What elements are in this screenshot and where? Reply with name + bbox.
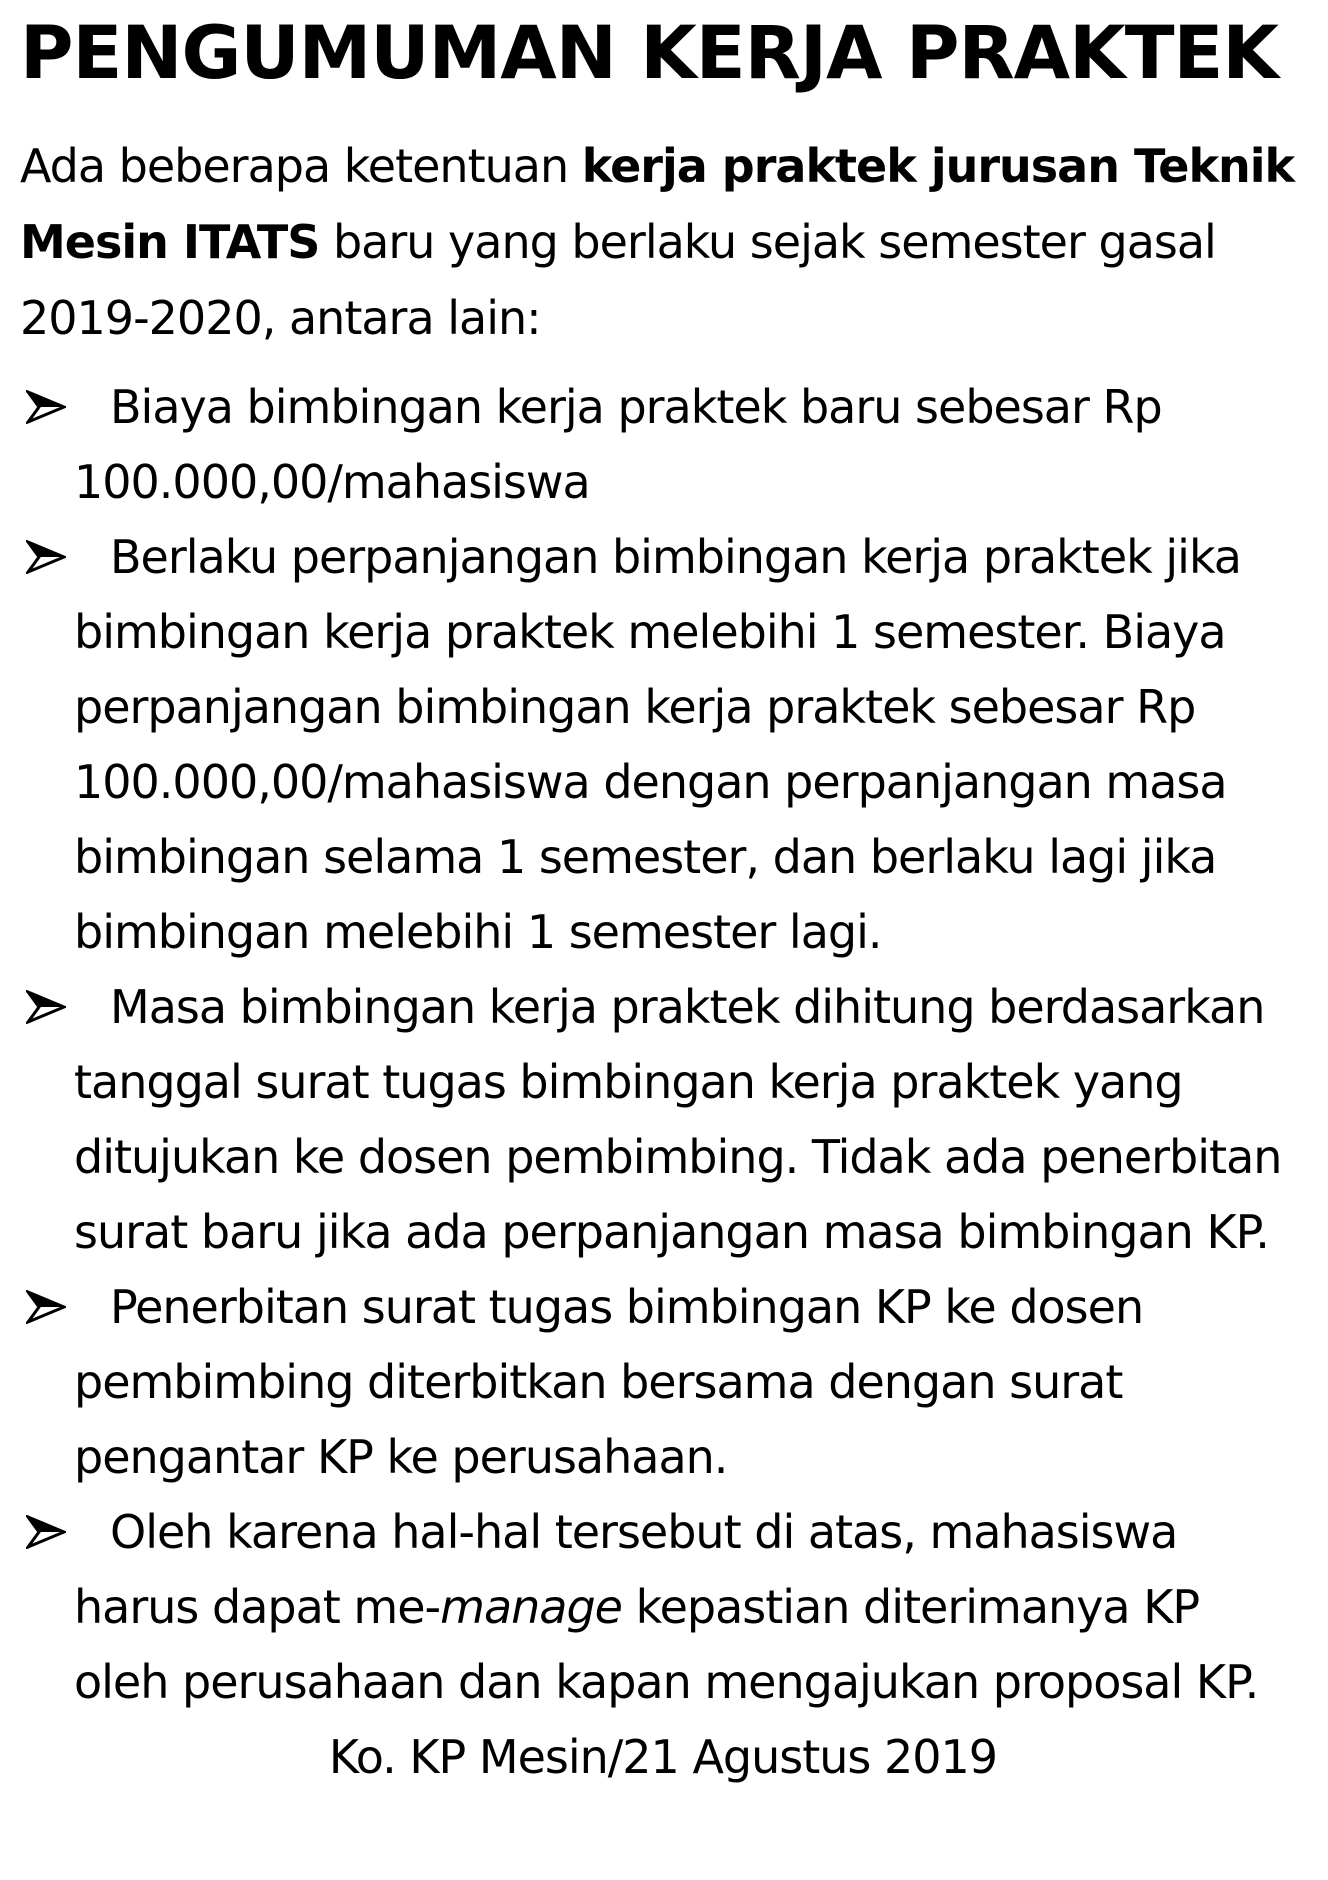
list-item-text: Masa bimbingan kerja praktek dihitung berdasarkan tanggal surat tugas bimbingan kerja praktek yang ditujukan ke dosen pembimbing. Tidak ada penerbitan surat baru jika ada perpanjangan masa bimbingan KP. <box>74 980 1282 1259</box>
announcement-title: PENGUMUMAN KERJA PRAKTEK <box>20 11 1278 96</box>
arrowhead-icon <box>26 1515 66 1549</box>
arrowhead-icon <box>26 1290 66 1324</box>
intro-bold-text: kerja praktek jurusan Teknik Mesin ITATS <box>20 139 1295 269</box>
intro-text-start: Ada beberapa ketentuan <box>20 139 582 193</box>
list-item-italic-text: manage <box>440 1580 622 1634</box>
list-item-text-start: Oleh karena hal-hal tersebut di atas, mahasiswa harus dapat me- <box>74 1505 1178 1634</box>
list-item <box>20 1270 1306 1495</box>
provisions-list <box>20 370 1306 1720</box>
arrowhead-icon <box>26 540 66 574</box>
list-item <box>20 970 1306 1270</box>
list-item-text: Penerbitan surat tugas bimbingan KP ke dosen pembimbing diterbitkan bersama dengan surat pengantar KP ke perusahaan. <box>74 1280 1144 1484</box>
intro-text-end: baru yang berlaku sejak semester gasal 2019-2020, antara lain: <box>20 215 1216 345</box>
arrowhead-icon <box>26 990 66 1024</box>
list-item <box>20 520 1306 970</box>
list-item-text-end: kepastian diterimanya KP oleh perusahaan dan kapan mengajukan proposal KP. <box>74 1580 1259 1709</box>
signature-line: Ko. KP Mesin/21 Agustus 2019 <box>328 1730 998 1784</box>
list-item <box>20 370 1306 520</box>
intro-paragraph <box>20 128 1306 356</box>
list-item <box>20 1495 1306 1720</box>
arrowhead-icon <box>26 390 66 424</box>
list-item-text: Berlaku perpanjangan bimbingan kerja praktek jika bimbingan kerja praktek melebihi 1 semester. Biaya perpanjangan bimbingan kerja praktek sebesar Rp 100.000,00/mahasiswa dengan perpanjangan masa bimbingan selama 1 semester, dan berlaku lagi jika bimbingan melebihi 1 semester lagi. <box>74 530 1241 959</box>
list-item-text: Biaya bimbingan kerja praktek baru sebesar Rp 100.000,00/mahasiswa <box>74 380 1162 509</box>
